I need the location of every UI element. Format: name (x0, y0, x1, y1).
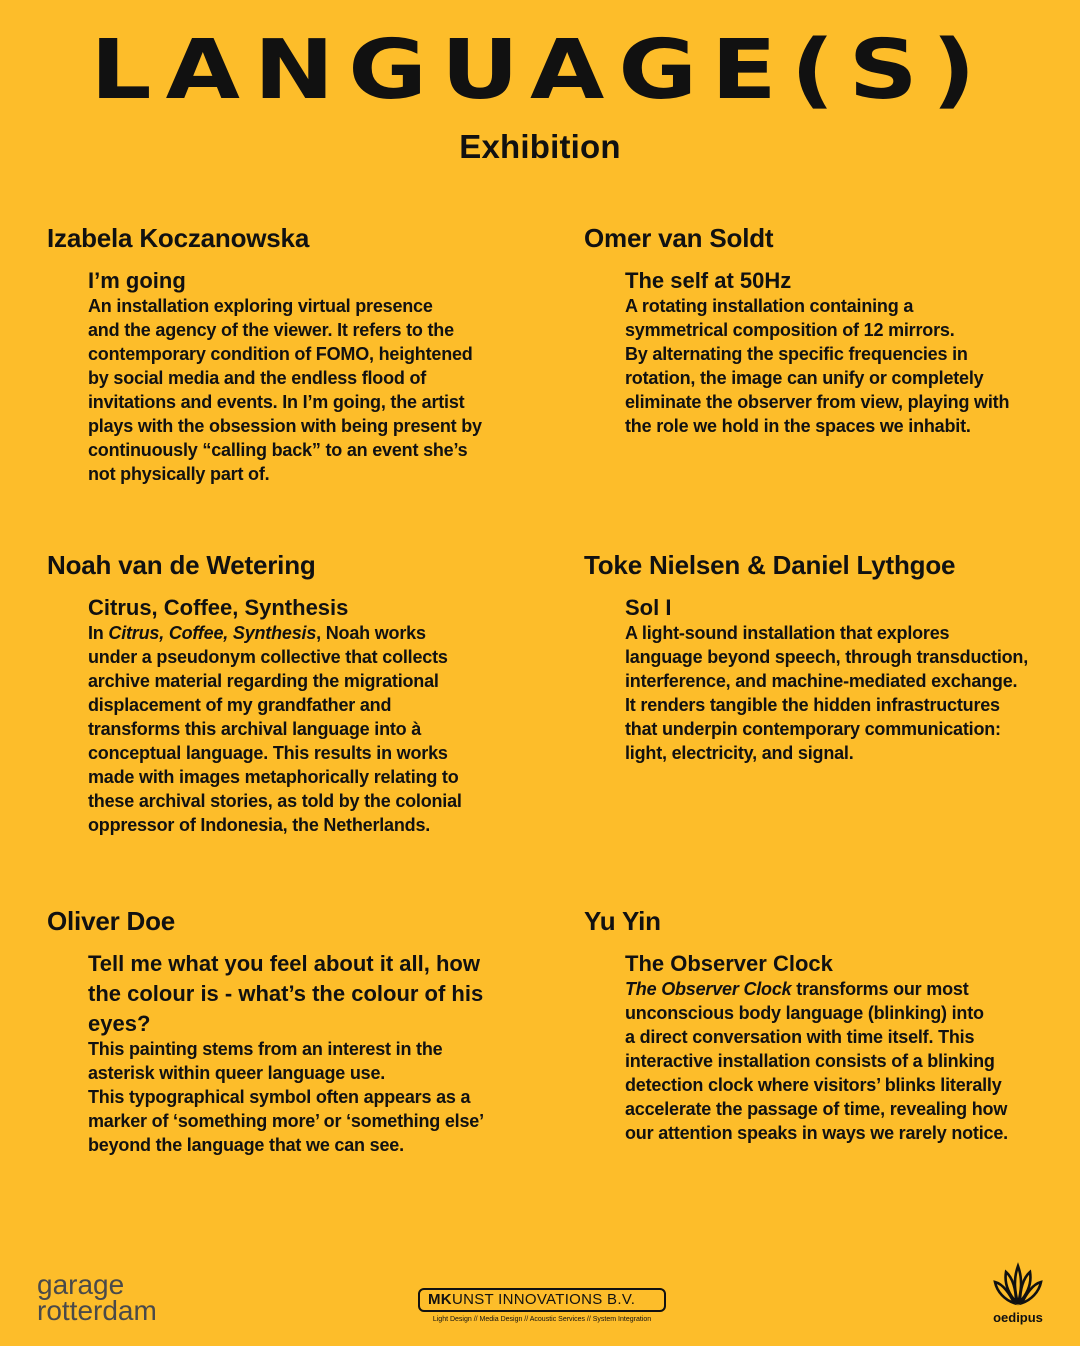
description-line: by social media and the endless flood of (88, 368, 427, 388)
artist-name: Omer van Soldt (584, 223, 774, 253)
oedipus-label: oedipus (993, 1310, 1043, 1325)
work-description (88, 621, 517, 837)
description-line: A rotating installation containing a (625, 296, 914, 316)
mkunst-wordmark: MK UNST INNOVATIONS B.V. (418, 1288, 666, 1312)
entry-oliver-doe (47, 906, 517, 1157)
description-line: plays with the obsession with being present by (88, 416, 482, 436)
exhibition-title: LANGUAGE(S) (90, 22, 990, 118)
work-title: The Observer Clock (625, 951, 833, 976)
shell-icon (991, 1262, 1045, 1306)
description-line: the role we hold in the spaces we inhabit. (625, 416, 971, 436)
oedipus-logo (986, 1262, 1050, 1324)
work-description (625, 977, 1054, 1145)
description-line: unconscious body language (blinking) into (625, 1003, 984, 1023)
description-line: symmetrical composition of 12 mirrors. (625, 320, 955, 340)
description-line: This painting stems from an interest in the (88, 1039, 443, 1059)
description-line: language beyond speech, through transduction, (625, 647, 1029, 667)
entry-yu-yin (584, 906, 1054, 1145)
artist-name: Yu Yin (584, 906, 661, 936)
artist-name: Oliver Doe (47, 906, 176, 936)
description-line: these archival stories, as told by the colonial (88, 791, 462, 811)
work-title-line: eyes? (88, 1011, 151, 1036)
work-title: Sol I (625, 595, 672, 620)
work-title-line: Tell me what you feel about it all, how (88, 951, 480, 976)
description-line: This typographical symbol often appears as a (88, 1087, 471, 1107)
work-title: Citrus, Coffee, Synthesis (88, 595, 349, 620)
description-line: light, electricity, and signal. (625, 743, 854, 763)
description-line: under a pseudonym collective that collects (88, 647, 448, 667)
description-line: conceptual language. This results in works (88, 743, 448, 763)
garage-rotterdam-logo (37, 1269, 157, 1326)
description-line: archive material regarding the migrational (88, 671, 439, 691)
description-line: eliminate the observer from view, playing with (625, 392, 1010, 412)
description-line: a direct conversation with time itself. This (625, 1027, 975, 1047)
artist-name: Izabela Koczanowska (47, 223, 310, 253)
description-line: beyond the language that we can see. (88, 1135, 404, 1155)
mkunst-logo (418, 1288, 666, 1325)
description-line: our attention speaks in ways we rarely notice. (625, 1123, 1008, 1143)
mkunst-tagline: Light Design // Media Design // Acoustic Services // System Integration (432, 1316, 652, 1323)
description-line: An installation exploring virtual presence (88, 296, 433, 316)
description-line: that underpin contemporary communication: (625, 719, 1001, 739)
work-title: I’m going (88, 268, 186, 293)
description-line: not physically part of. (88, 464, 270, 484)
description-line: By alternating the specific frequencies in (625, 344, 968, 364)
work-title-line: the colour is - what’s the colour of his (88, 981, 484, 1006)
work-title (88, 949, 517, 1039)
work-description (88, 294, 517, 486)
description-line: marker of ‘something more’ or ‘something else’ (88, 1111, 484, 1131)
description-line: and the agency of the viewer. It refers to the (88, 320, 454, 340)
work-title: The self at 50Hz (625, 268, 792, 293)
description-line: detection clock where visitors’ blinks literally (625, 1075, 1002, 1095)
description-line: oppressor of Indonesia, the Netherlands. (88, 815, 431, 835)
description-line: transforms this archival language into à (88, 719, 422, 739)
description-line: interactive installation consists of a blinking (625, 1051, 995, 1071)
description-line: displacement of my grandfather and (88, 695, 392, 715)
entry-toke-nielsen-daniel-lythgoe (584, 550, 1064, 765)
description-line: made with images metaphorically relating to (88, 767, 459, 787)
entry-omer-van-soldt (584, 223, 1054, 438)
artist-name: Noah van de Wetering (47, 550, 316, 580)
description-line: In Citrus, Coffee, Synthesis, Noah works (88, 623, 426, 643)
description-line: continuously “calling back” to an event she’s (88, 440, 468, 460)
work-description (88, 1037, 517, 1157)
artist-name: Toke Nielsen & Daniel Lythgoe (584, 550, 956, 580)
description-line: rotation, the image can unify or completely (625, 368, 984, 388)
description-line: accelerate the passage of time, revealing how (625, 1099, 1008, 1119)
description-line: The Observer Clock transforms our most (625, 979, 969, 999)
garage-logo-line: garage (37, 1269, 125, 1300)
work-description (625, 621, 1064, 765)
description-line: contemporary condition of FOMO, heightened (88, 344, 473, 364)
garage-logo-line: rotterdam (37, 1295, 157, 1326)
description-line: invitations and events. In I’m going, the artist (88, 392, 465, 412)
entry-noah-van-de-wetering (47, 550, 517, 837)
description-line: asterisk within queer language use. (88, 1063, 386, 1083)
description-line: interference, and machine-mediated exchange. (625, 671, 1018, 691)
work-description (625, 294, 1054, 438)
description-line: It renders tangible the hidden infrastructures (625, 695, 1000, 715)
description-line: A light-sound installation that explores (625, 623, 950, 643)
exhibition-subtitle: Exhibition (459, 128, 621, 165)
entry-izabela-koczanowska (47, 223, 517, 486)
